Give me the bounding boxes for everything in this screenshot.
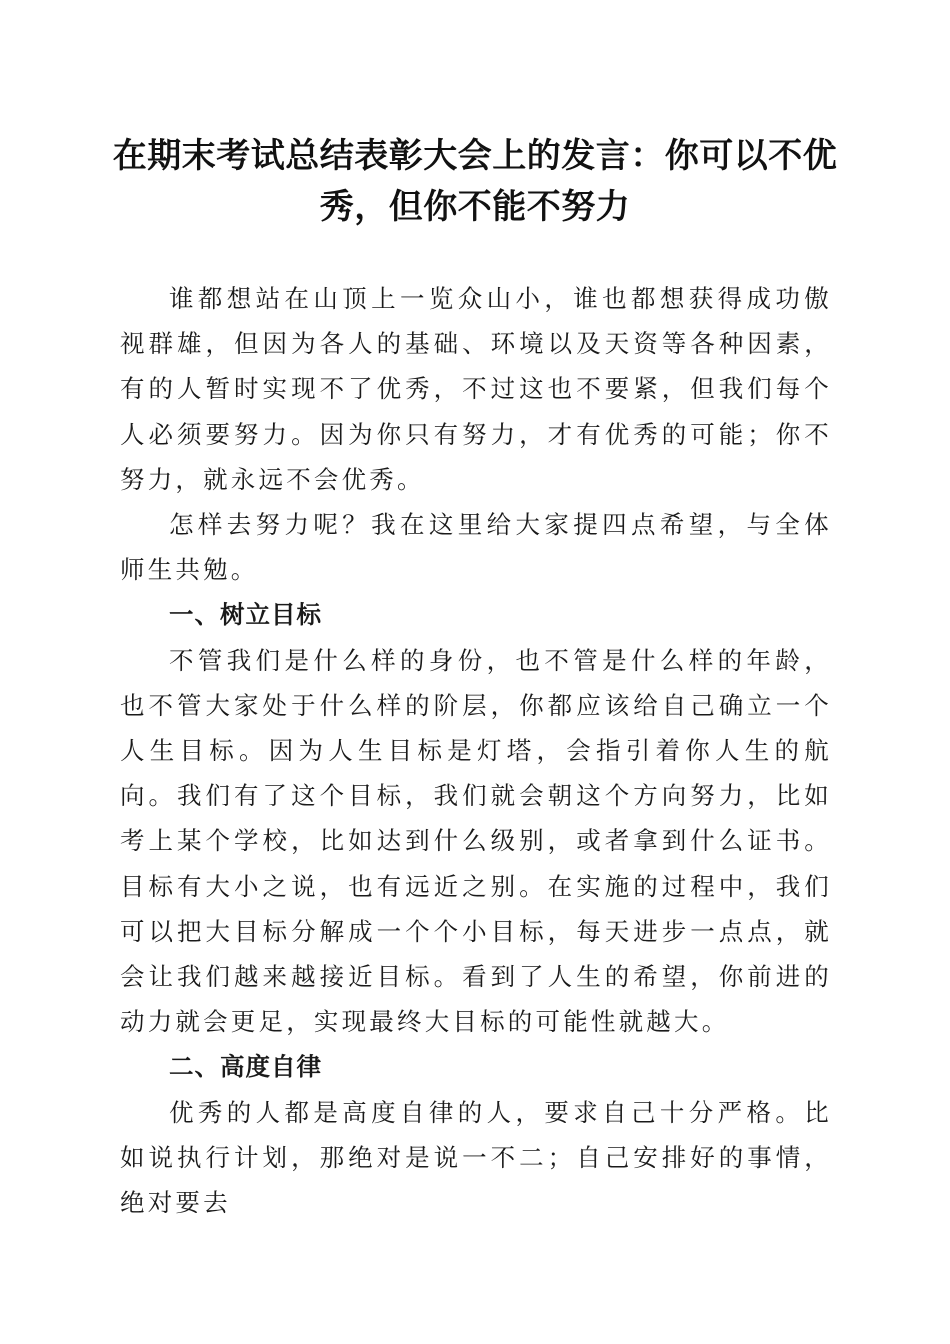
- paragraph-goals: 不管我们是什么样的身份，也不管是什么样的年龄，也不管大家处于什么样的阶层，你都应该给自己确立一个人生目标。因为人生目标是灯塔，会指引着你人生的航向。我们有了这个目标，我们就会朝这个方向努力，比如考上某个学校，比如达到什么级别，或者拿到什么证书。目标有大小之说，也有远近之别。在实施的过程中，我们可以把大目标分解成一个个小目标，每天进步一点点，就会让我们越来越接近目标。看到了人生的希望，你前进的动力就会更足，实现最终大目标的可能性就越大。: [120, 645, 832, 1037]
- paragraph-intro: 谁都想站在山顶上一览众山小，谁也都想获得成功傲视群雄，但因为各人的基础、环境以及天资等各种因素，有的人暂时实现不了优秀，不过这也不要紧，但我们每个人必须要努力。因为你只有努力，才有优秀的可能；你不努力，就永远不会优秀。: [120, 284, 832, 494]
- paragraph-discipline: 优秀的人都是高度自律的人，要求自己十分严格。比如说执行计划，那绝对是说一不二；自己安排好的事情，绝对要去: [120, 1097, 832, 1218]
- section-heading-goals: 一、树立目标: [169, 600, 322, 630]
- section-heading-discipline: 二、高度自律: [169, 1052, 322, 1082]
- document-body: [120, 276, 832, 1225]
- document-title: 在期末考试总结表彰大会上的发言：你可以不优秀，但你不能不努力: [112, 136, 838, 227]
- paragraph-how: 怎样去努力呢？我在这里给大家提四点希望，与全体师生共勉。: [120, 510, 832, 585]
